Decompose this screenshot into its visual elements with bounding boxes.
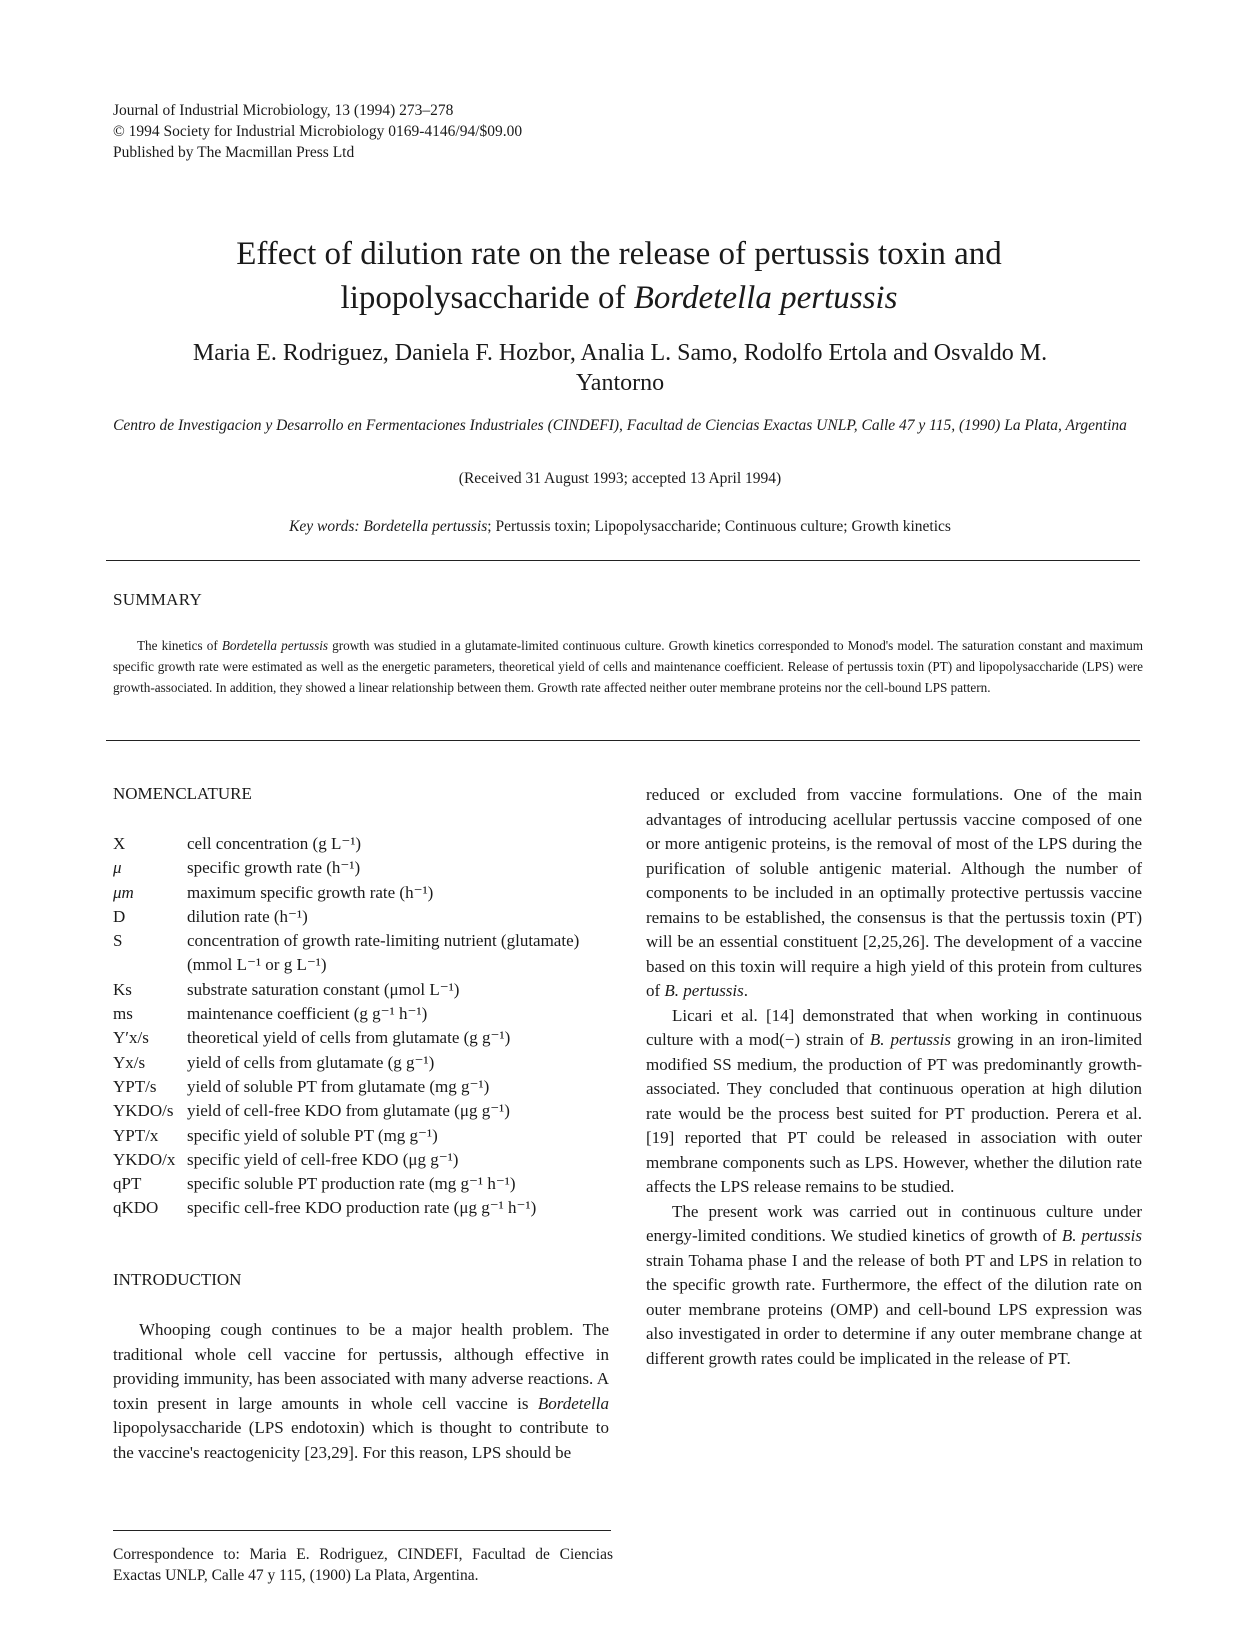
nomenclature-definition: theoretical yield of cells from glutamate (g g⁻¹)	[187, 1028, 511, 1048]
nomenclature-definition: specific growth rate (h⁻¹)	[187, 858, 361, 878]
right-p2-italic: B. pertussis	[869, 1030, 951, 1049]
nomenclature-definition: cell concentration (g L⁻¹)	[187, 834, 362, 853]
nomenclature-definition: yield of cell-free KDO from glutamate (μg g⁻¹)	[187, 1101, 510, 1121]
nomenclature-item	[113, 1148, 613, 1172]
keywords-rest: ; Pertussis toxin; Lipopolysaccharide; Continuous culture; Growth kinetics	[487, 518, 951, 535]
right-p3-b: strain Tohama phase I and the release of both PT and LPS in relation to the specific growth rate. Furthermore, the effect of the dilution rate on outer membrane proteins (OMP) and cell-bound LPS expression was also investigated in order to determine if any outer membrane change at different growth rates could be implicated in the release of PT.	[646, 1250, 1142, 1368]
introduction-text	[113, 1318, 609, 1465]
nomenclature-symbol: YKDO/x	[113, 1149, 176, 1169]
nomenclature-item	[113, 1099, 613, 1123]
right-p1-b: .	[743, 981, 749, 1000]
nomenclature-item	[113, 1026, 613, 1050]
keywords-label: Key words:	[289, 518, 360, 535]
right-column-text	[646, 783, 1142, 1371]
nomenclature-item	[113, 856, 613, 880]
nomenclature-item	[113, 905, 613, 929]
nomenclature-definition: specific cell-free KDO production rate (μg g⁻¹ h⁻¹)	[187, 1198, 537, 1218]
summary-pre: The kinetics of	[137, 638, 222, 653]
right-p1-a: reduced or excluded from vaccine formulations. One of the main advantages of introducing acellular pertussis vaccine composed of one or more antigenic proteins, is the removal of most of the LPS during the purification of soluble antigenic material. Although the number of components to be included in an optimally protective pertussis vaccine remains to be established, the consensus is that the pertussis toxin (PT) will be an essential constituent [2,25,26]. The development of a vaccine based on this toxin will require a high yield of this protein from cultures of	[646, 785, 1142, 1000]
summary-heading: SUMMARY	[113, 590, 203, 609]
summary-organism: Bordetella pertussis	[221, 638, 329, 653]
summary-post: growth was studied in a glutamate-limited continuous culture. Growth kinetics corresponded to Monod's model. The saturation constant and maximum specific growth rate were estimated as well as the energetic parameters, theoretical yield of cells and maintenance coefficient. Release of pertussis toxin (PT) and lipopolysaccharide (LPS) were growth-associated. In addition, they showed a linear relationship between them. Growth rate affected neither outer membrane proteins nor the cell-bound LPS pattern.	[113, 638, 1143, 695]
nomenclature-item	[113, 1002, 613, 1026]
nomenclature-definition: dilution rate (h⁻¹)	[187, 906, 308, 926]
nomenclature-item	[113, 832, 613, 856]
right-p2-b: growing in an iron-limited modified SS medium, the production of PT was predominantly growth-associated. They concluded that continuous operation at high dilution rate would be the process best suited for PT production. Perera et al. [19] reported that PT could be released in association with outer membrane components such as LPS. However, whether the dilution rate affects the LPS release remains to be studied.	[646, 1030, 1143, 1196]
introduction-heading: INTRODUCTION	[113, 1270, 242, 1289]
nomenclature-symbol: S	[113, 931, 123, 951]
right-paragraph-2	[646, 1004, 1142, 1200]
nomenclature-symbol: qKDO	[113, 1198, 159, 1218]
keyword-organism: Bordetella pertussis	[363, 518, 488, 535]
nomenclature-definition: yield of soluble PT from glutamate (mg g⁻¹)	[187, 1076, 490, 1096]
journal-header	[113, 100, 522, 163]
intro-p1-italic: Bordetella	[537, 1393, 609, 1413]
title-line-1: Effect of dilution rate on the release of pertussis toxin and	[236, 236, 1002, 272]
affiliation: Centro de Investigacion y Desarrollo en Fermentaciones Industriales (CINDEFI), Facultad de Ciencias Exactas UNLP, Calle 47 y 115, (1990) La Plata, Argentina	[113, 417, 1127, 434]
right-p1-italic: B. pertussis	[664, 981, 744, 1000]
nomenclature-item	[113, 929, 613, 978]
intro-paragraph-1	[113, 1318, 609, 1465]
correspondence-note: Correspondence to: Maria E. Rodriguez, CINDEFI, Facultad de Ciencias Exactas UNLP, Calle 47 y 115, (1900) La Plata, Argentina.	[113, 1546, 613, 1584]
nomenclature-item	[113, 881, 613, 905]
nomenclature-symbol: Y′x/s	[113, 1028, 149, 1048]
right-paragraph-1	[646, 783, 1142, 1004]
nomenclature-symbol: D	[113, 906, 126, 926]
author-list: Maria E. Rodriguez, Daniela F. Hozbor, Analia L. Samo, Rodolfo Ertola and Osvaldo M. Yantorno	[192, 340, 1048, 396]
intro-p1-a: Whooping cough continues to be a major health problem. The traditional whole cell vaccine for pertussis, although effective in providing immunity, has been associated with many adverse reactions. A toxin present in large amounts in whole cell vaccine is	[113, 1320, 609, 1413]
nomenclature-definition: specific soluble PT production rate (mg g⁻¹ h⁻¹)	[187, 1174, 516, 1194]
nomenclature-symbol: YKDO/s	[113, 1101, 174, 1121]
right-p3-a: The present work was carried out in continuous culture under energy-limited conditions. We studied kinetics of growth of	[646, 1201, 1142, 1245]
right-p2-a: Licari et al. [14] demonstrated that when working in continuous culture with a mod(−) strain of	[646, 1005, 1142, 1049]
summary-text	[113, 635, 1143, 698]
keywords	[110, 516, 1130, 537]
divider-summary	[106, 740, 1140, 741]
nomenclature-item	[113, 1172, 613, 1196]
nomenclature-symbol: μm	[113, 882, 134, 902]
nomenclature-heading: NOMENCLATURE	[113, 784, 252, 803]
nomenclature-definition: specific yield of cell-free KDO (μg g⁻¹)	[187, 1149, 459, 1169]
title-line-2	[100, 276, 1138, 320]
right-p3-italic: B. pertussis	[1061, 1226, 1142, 1245]
nomenclature-definition: yield of cells from glutamate (g g⁻¹)	[187, 1052, 435, 1072]
nomenclature-item	[113, 1075, 613, 1099]
right-paragraph-3	[646, 1200, 1142, 1372]
nomenclature-symbol: YPT/s	[113, 1076, 157, 1096]
nomenclature-definition: concentration of growth rate-limiting nutrient (glutamate) (mmol L⁻¹ or g L⁻¹)	[187, 931, 580, 975]
received-dates: (Received 31 August 1993; accepted 13 April 1994)	[458, 470, 782, 487]
nomenclature-symbol: Yx/s	[113, 1052, 146, 1072]
copyright-line: © 1994 Society for Industrial Microbiology 0169-4146/94/$09.00	[113, 123, 523, 140]
nomenclature-symbol: qPT	[113, 1174, 142, 1194]
nomenclature-definition: maintenance coefficient (g g⁻¹ h⁻¹)	[187, 1004, 428, 1024]
nomenclature-symbol: μ	[113, 858, 122, 878]
title-line-2-prefix: lipopolysaccharide of	[340, 280, 634, 316]
nomenclature-list	[113, 832, 613, 1221]
nomenclature-symbol: X	[113, 834, 126, 853]
nomenclature-definition: specific yield of soluble PT (mg g⁻¹)	[187, 1125, 438, 1145]
nomenclature-item	[113, 1196, 613, 1220]
footnote-rule	[113, 1530, 611, 1531]
nomenclature-symbol: YPT/x	[113, 1125, 159, 1145]
journal-citation: Journal of Industrial Microbiology, 13 (1994) 273–278	[113, 102, 454, 119]
nomenclature-definition: substrate saturation constant (μmol L⁻¹)	[187, 979, 460, 999]
nomenclature-item	[113, 978, 613, 1002]
title-organism: Bordetella pertussis	[633, 280, 898, 316]
nomenclature-definition: maximum specific growth rate (h⁻¹)	[187, 882, 434, 902]
divider-top	[106, 560, 1140, 561]
publisher-line: Published by The Macmillan Press Ltd	[113, 144, 355, 161]
nomenclature-symbol: Ks	[113, 979, 132, 999]
nomenclature-item	[113, 1051, 613, 1075]
nomenclature-symbol: ms	[113, 1004, 133, 1024]
intro-p1-b: lipopolysaccharide (LPS endotoxin) which is thought to contribute to the vaccine's reactogenicity [23,29]. For this reason, LPS should be	[113, 1418, 609, 1462]
article-title	[100, 232, 1138, 320]
nomenclature-item	[113, 1124, 613, 1148]
